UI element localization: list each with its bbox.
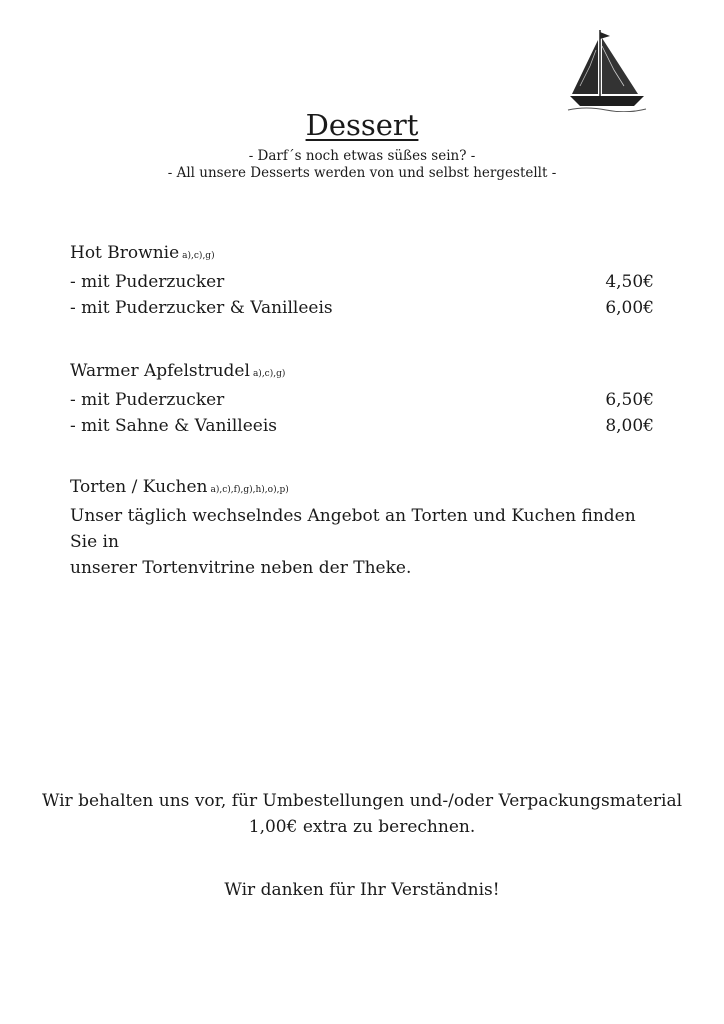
menu-section-torten-kuchen [70,474,654,581]
menu-section-apfelstrudel [70,358,654,439]
menu-item-price: 6,00€ [605,298,654,318]
menu-item-label: - mit Sahne & Vanilleeis [70,416,278,436]
menu-item [70,413,654,439]
subtitle-question: - Darf´s noch etwas süßes sein? - [248,148,476,164]
menu-item-price: 4,50€ [605,272,654,292]
menu-item-price: 6,50€ [605,390,654,410]
menu-item [70,295,654,321]
section-title-text: Warmer Apfelstrudel [70,361,250,381]
menu-item-label: - mit Puderzucker & Vanilleeis [70,298,333,318]
allergen-codes: a),c),g) [182,251,215,261]
subtitle-homemade: - All unsere Desserts werden von und selbst hergestellt - [167,165,557,181]
menu-item-label: - mit Puderzucker [70,272,225,292]
footer-thanks: Wir danken für Ihr Verständnis! [224,880,500,900]
menu-item-label: - mit Puderzucker [70,390,225,410]
section-title [70,358,654,387]
section-title-text: Hot Brownie [70,243,180,263]
allergen-codes: a),c),f),g),h),o),p) [210,485,289,495]
sailboat-icon [566,26,648,112]
page-title: Dessert [305,108,419,142]
section-title [70,474,654,503]
menu-section-hot-brownie [70,240,654,321]
section-description-line: Unser täglich wechselndes Angebot an Torten und Kuchen finden Sie in [70,506,636,552]
allergen-codes: a),c),g) [252,369,286,379]
section-title [70,240,654,269]
menu-item [70,269,654,295]
footer-note-line: Wir behalten uns vor, für Umbestellungen und-/oder Verpackungsmaterial [41,791,683,811]
footer-note-line: 1,00€ extra zu berechnen. [248,817,476,837]
section-title-text: Torten / Kuchen [70,477,208,497]
menu-item-price: 8,00€ [605,416,654,436]
section-description-line: unserer Tortenvitrine neben der Theke. [70,558,412,578]
menu-item [70,387,654,413]
